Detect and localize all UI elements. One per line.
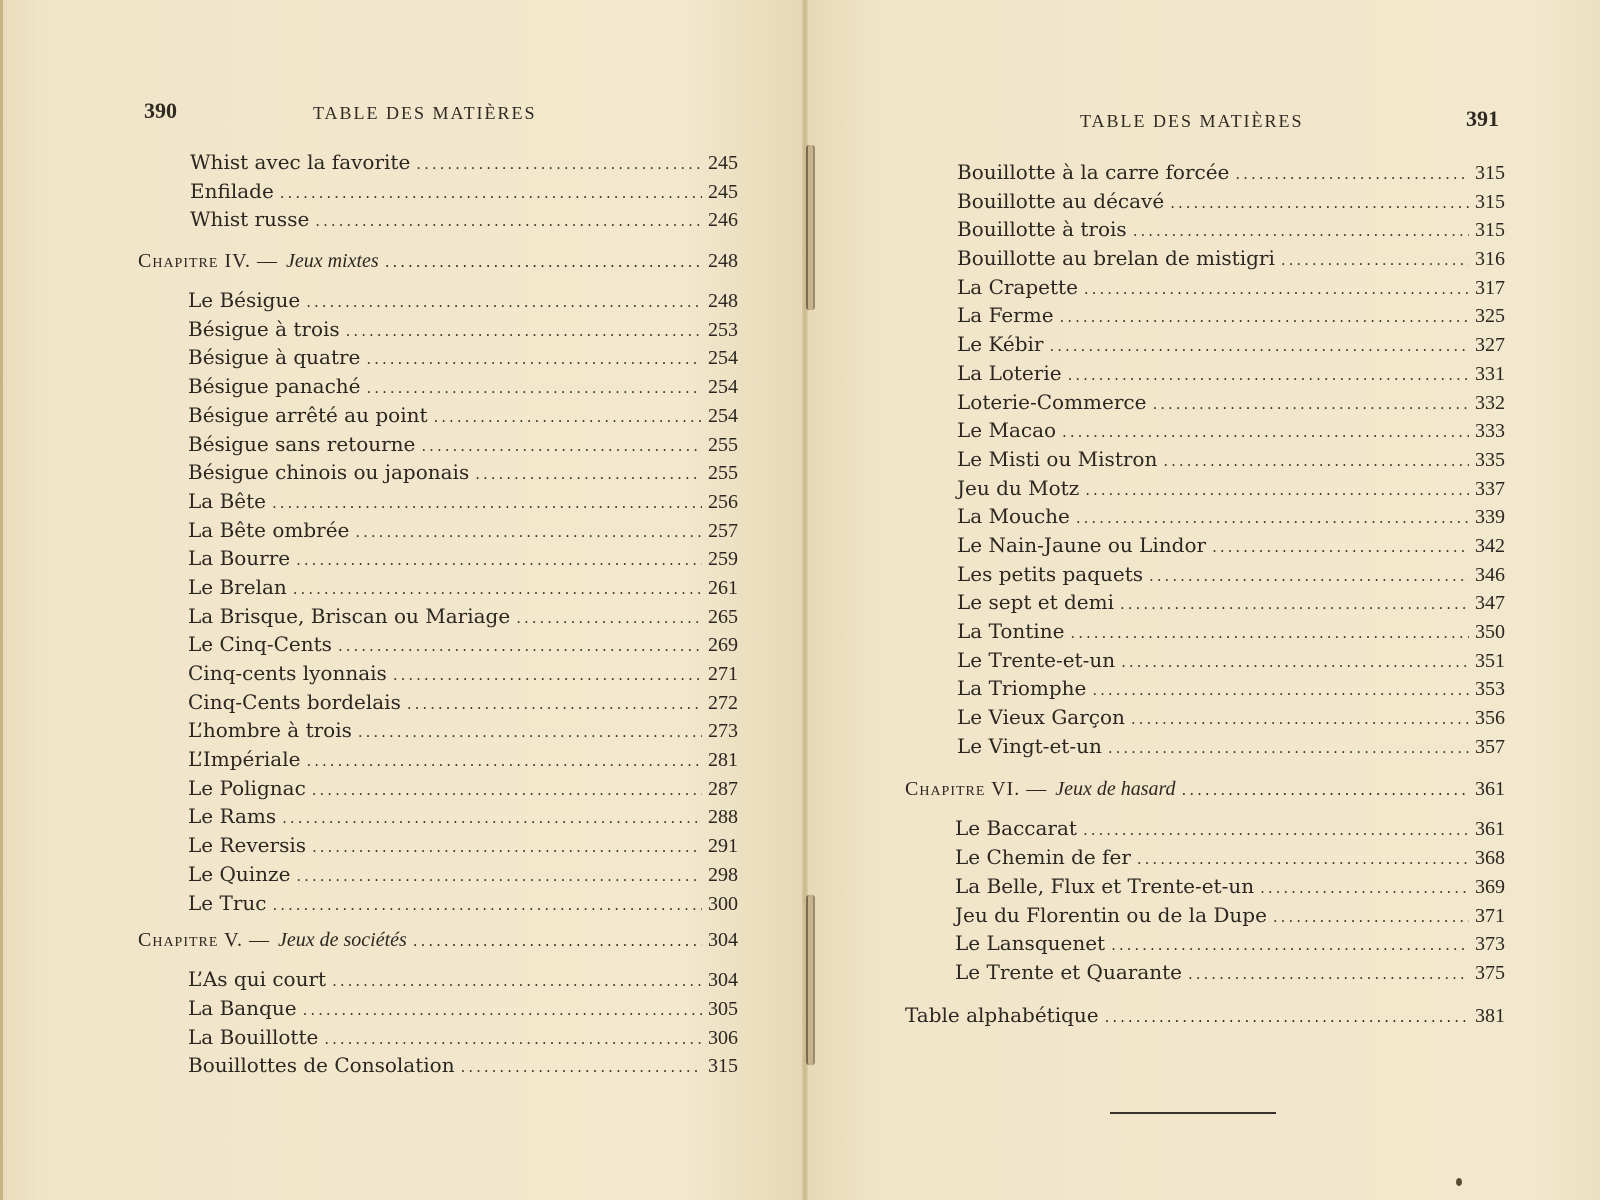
toc-entry-label: La Crapette xyxy=(957,274,1078,299)
toc-entry-label: La Ferme xyxy=(957,303,1054,328)
left-toc xyxy=(138,150,738,1082)
toc-entry xyxy=(955,960,1505,989)
toc-entry-page: 351 xyxy=(1475,649,1505,672)
toc-entry-page: 333 xyxy=(1475,420,1505,443)
toc-entry xyxy=(957,734,1505,763)
toc-entry xyxy=(957,619,1505,648)
leader-dots xyxy=(1108,739,1469,757)
toc-entry-page: 317 xyxy=(1475,276,1505,299)
leader-dots xyxy=(1131,710,1469,728)
leader-dots xyxy=(346,322,702,340)
toc-entry xyxy=(957,160,1505,189)
toc-entry-label: Le Polignac xyxy=(188,775,306,800)
toc-entry xyxy=(188,833,738,862)
leader-dots xyxy=(434,408,702,426)
toc-entry-page: 298 xyxy=(708,863,738,886)
toc-entry-label: Bésigue à quatre xyxy=(188,345,361,370)
paper-speck xyxy=(1456,1178,1462,1186)
toc-entry-label: Le Macao xyxy=(957,418,1057,443)
leader-dots xyxy=(358,723,702,741)
leader-dots xyxy=(1235,165,1469,183)
leader-dots xyxy=(282,809,702,827)
toc-entry-page: 304 xyxy=(708,969,738,992)
chapter-iv-page: 248 xyxy=(708,250,738,273)
leader-dots xyxy=(1137,850,1469,868)
toc-entry-page: 335 xyxy=(1475,448,1505,471)
toc-entry-page: 256 xyxy=(708,490,738,513)
chapter-vi-page: 361 xyxy=(1475,778,1505,801)
chapter-v-page: 304 xyxy=(708,929,738,952)
leader-dots xyxy=(1070,624,1469,642)
toc-entry xyxy=(188,747,738,776)
toc-entry-page: 253 xyxy=(708,318,738,341)
toc-entry-label: La Bête xyxy=(188,488,266,513)
table-alphabetique-page: 381 xyxy=(1475,1004,1505,1027)
toc-entry-label: Bésigue chinois ou japonais xyxy=(188,460,470,485)
right-page-number: 391 xyxy=(1466,106,1499,131)
toc-entry xyxy=(957,562,1505,591)
toc-entry-page: 315 xyxy=(1475,162,1505,184)
leader-dots xyxy=(306,293,702,311)
toc-entry-label: Le Trente et Quarante xyxy=(955,959,1182,984)
binding-thread-lower xyxy=(806,895,815,1065)
toc-entry xyxy=(188,345,738,374)
toc-entry-page: 315 xyxy=(1475,190,1505,213)
leader-dots xyxy=(1084,280,1469,298)
toc-entry-label: Le Kébir xyxy=(957,332,1044,357)
toc-entry-page: 269 xyxy=(708,634,738,657)
toc-entry-page: 306 xyxy=(708,1026,738,1049)
toc-entry-page: 257 xyxy=(708,519,738,542)
leader-dots xyxy=(280,184,702,202)
chapter-vi-heading xyxy=(905,778,1505,808)
toc-entry xyxy=(190,207,738,236)
toc-entry-page: 255 xyxy=(708,433,738,456)
toc-entry-page: 272 xyxy=(708,691,738,714)
toc-entry-page: 287 xyxy=(708,777,738,800)
toc-entry xyxy=(955,845,1505,874)
leader-dots xyxy=(1111,936,1469,954)
leader-dots xyxy=(1068,366,1469,384)
toc-entry-page: 346 xyxy=(1475,563,1505,586)
leader-dots xyxy=(312,781,702,799)
toc-entry-page: 369 xyxy=(1475,875,1505,898)
leader-dots xyxy=(1260,879,1469,897)
table-alphabetique xyxy=(905,1003,1505,1033)
toc-entry-page: 288 xyxy=(708,806,738,829)
right-toc xyxy=(905,160,1505,1041)
toc-entry-label: Bésigue panaché xyxy=(188,374,361,399)
toc-entry-page: 315 xyxy=(708,1055,738,1078)
toc-entry-page: 339 xyxy=(1475,506,1505,529)
toc-entry xyxy=(188,403,738,432)
toc-entry-page: 337 xyxy=(1475,477,1505,500)
toc-entry-page: 371 xyxy=(1475,904,1505,927)
toc-entry-page: 375 xyxy=(1475,961,1505,984)
toc-entry xyxy=(955,816,1505,845)
toc-entry-label: Le Cinq-Cents xyxy=(188,632,332,657)
leader-dots xyxy=(324,1030,702,1048)
leader-dots xyxy=(1273,908,1469,926)
toc-entry xyxy=(188,374,738,403)
toc-entry-label: La Mouche xyxy=(957,504,1070,529)
leader-dots xyxy=(516,609,702,627)
toc-entry-page: 373 xyxy=(1475,933,1505,956)
toc-entry-page: 255 xyxy=(708,462,738,485)
toc-entry-page: 300 xyxy=(708,892,738,915)
chapter-vi-prefix: Chapitre VI. — xyxy=(905,778,1048,801)
toc-entry-label: Le Rams xyxy=(188,804,277,829)
toc-entry-page: 331 xyxy=(1475,362,1505,385)
leader-dots xyxy=(1149,567,1469,585)
toc-entry xyxy=(955,874,1505,903)
leader-dots xyxy=(1083,821,1469,839)
toc-entry xyxy=(190,150,738,179)
leader-dots xyxy=(416,155,702,173)
leader-dots xyxy=(393,666,702,684)
toc-entry-label: Le Lansquenet xyxy=(955,931,1106,956)
toc-entry-page: 315 xyxy=(1475,219,1505,242)
toc-entry-page: 273 xyxy=(708,720,738,743)
toc-entry-page: 361 xyxy=(1475,818,1505,841)
toc-entry xyxy=(957,418,1505,447)
toc-entry-label: La Bouillotte xyxy=(188,1024,319,1049)
toc-entry xyxy=(188,518,738,547)
toc-entry xyxy=(188,317,738,346)
leader-dots xyxy=(407,695,702,713)
toc-entry-label: Le Trente-et-un xyxy=(957,647,1116,672)
toc-entry xyxy=(188,661,738,690)
leader-dots xyxy=(1170,194,1469,212)
leader-dots xyxy=(272,494,702,512)
toc-entry xyxy=(188,575,738,604)
leader-dots xyxy=(306,752,702,770)
toc-entry xyxy=(188,891,738,920)
toc-entry xyxy=(188,967,738,996)
toc-entry-label: Le Misti ou Mistron xyxy=(957,446,1158,471)
toc-entry-page: 332 xyxy=(1475,391,1505,414)
toc-entry xyxy=(957,705,1505,734)
leader-dots xyxy=(1062,423,1469,441)
leader-dots xyxy=(1152,395,1469,413)
toc-entry xyxy=(188,546,738,575)
leader-dots xyxy=(367,379,702,397)
toc-entry-label: Cinq-cents lyonnais xyxy=(188,661,387,685)
chapter-v-title: Jeux de sociétés xyxy=(277,929,407,952)
toc-entry-page: 254 xyxy=(708,347,738,370)
leader-dots xyxy=(1212,538,1469,556)
toc-entry xyxy=(188,862,738,891)
toc-entry-label: Le Chemin de fer xyxy=(955,845,1131,870)
toc-entry-label: Bouillotte au décavé xyxy=(957,188,1165,213)
toc-entry-label: Le Quinze xyxy=(188,861,291,886)
toc-entry xyxy=(188,996,738,1025)
toc-entry-label: Le Brelan xyxy=(188,574,287,599)
leader-dots xyxy=(312,838,702,856)
right-running-header: TABLE DES MATIÈRES xyxy=(1080,111,1304,131)
chapter-iv-prefix: Chapitre IV. — xyxy=(138,250,278,273)
leader-dots xyxy=(1281,251,1469,269)
toc-entry-label: Bésigue sans retourne xyxy=(188,431,416,456)
toc-entry-label: La Triomphe xyxy=(957,676,1087,701)
toc-entry xyxy=(188,1053,738,1082)
toc-entry-label: Le Vieux Garçon xyxy=(957,705,1125,730)
toc-entry-label: Bésigue arrêté au point xyxy=(188,402,428,427)
toc-entry-label: Le Reversis xyxy=(188,833,306,858)
toc-entry xyxy=(957,303,1505,332)
toc-entry xyxy=(188,460,738,489)
toc-entry xyxy=(188,718,738,747)
toc-entry-page: 350 xyxy=(1475,621,1505,643)
toc-entry xyxy=(957,332,1505,361)
toc-entry xyxy=(190,179,738,208)
toc-entry xyxy=(188,1025,738,1054)
leader-dots xyxy=(315,212,702,230)
toc-entry-label: Bouillotte à trois xyxy=(957,217,1127,242)
toc-entry-label: L’hombre à trois xyxy=(188,718,352,743)
toc-entry-label: La Tontine xyxy=(957,619,1065,643)
toc-entry-page: 291 xyxy=(708,835,738,858)
toc-entry-page: 305 xyxy=(708,997,738,1020)
leader-dots xyxy=(1076,509,1469,527)
chapter-v-heading xyxy=(138,929,738,959)
toc-entry-label: Bésigue à trois xyxy=(188,316,340,341)
toc-entry-label: Le Truc xyxy=(188,890,267,915)
toc-entry xyxy=(957,390,1505,419)
toc-entry-page: 327 xyxy=(1475,334,1505,357)
leader-dots xyxy=(1163,452,1469,470)
toc-entry-label: Enfilade xyxy=(190,178,274,203)
toc-entry-label: Le Baccarat xyxy=(955,816,1077,841)
toc-entry xyxy=(957,504,1505,533)
leader-dots xyxy=(338,637,702,655)
toc-entry xyxy=(957,476,1505,505)
toc-entry-label: La Loterie xyxy=(957,360,1062,385)
leader-dots xyxy=(293,580,702,598)
toc-entry-page: 347 xyxy=(1475,592,1505,615)
toc-entry-label: L’Impériale xyxy=(188,747,301,772)
chapter-v-prefix: Chapitre V. — xyxy=(138,929,270,952)
leader-dots xyxy=(1049,337,1469,355)
chapter-iv-title: Jeux mixtes xyxy=(285,250,379,273)
toc-entry xyxy=(957,246,1505,275)
toc-entry-page: 281 xyxy=(708,749,738,772)
toc-entry-page: 265 xyxy=(708,605,738,628)
toc-entry xyxy=(188,776,738,805)
leader-dots xyxy=(332,972,702,990)
toc-entry-label: Bouillotte au brelan de mistigri xyxy=(957,246,1275,271)
toc-entry-page: 271 xyxy=(708,663,738,685)
left-page-number: 390 xyxy=(144,98,177,123)
toc-entry-label: La Bête ombrée xyxy=(188,517,350,542)
toc-entry-page: 356 xyxy=(1475,707,1505,730)
toc-entry-label: Les petits paquets xyxy=(957,561,1144,586)
toc-entry-label: Bouillottes de Consolation xyxy=(188,1053,455,1078)
toc-entry xyxy=(957,275,1505,304)
toc-entry xyxy=(955,903,1505,932)
toc-entry xyxy=(957,648,1505,677)
toc-entry xyxy=(957,361,1505,390)
toc-entry-page: 245 xyxy=(708,180,738,203)
toc-entry-label: Whist avec la favorite xyxy=(190,150,411,174)
leader-dots xyxy=(303,1001,702,1019)
toc-entry xyxy=(957,676,1505,705)
leader-dots xyxy=(1121,653,1469,671)
toc-entry-label: L’As qui court xyxy=(188,967,327,992)
toc-entry xyxy=(957,217,1505,246)
toc-entry xyxy=(188,288,738,317)
toc-entry xyxy=(188,432,738,461)
chapter-iv-heading xyxy=(138,250,738,280)
toc-entry-label: La Bourre xyxy=(188,546,291,571)
toc-entry-label: La Brisque, Briscan ou Mariage xyxy=(188,603,511,628)
toc-entry xyxy=(188,804,738,833)
toc-entry xyxy=(957,590,1505,619)
toc-entry-page: 245 xyxy=(708,152,738,174)
leader-dots xyxy=(461,1058,702,1076)
toc-entry-label: Loterie-Commerce xyxy=(957,389,1147,414)
toc-entry xyxy=(957,533,1505,562)
leader-dots xyxy=(272,896,702,914)
toc-entry-label: La Belle, Flux et Trente-et-un xyxy=(955,873,1255,898)
toc-entry-page: 261 xyxy=(708,576,738,599)
toc-entry-label: Le sept et demi xyxy=(957,590,1115,615)
toc-entry-page: 368 xyxy=(1475,847,1505,870)
toc-entry xyxy=(188,489,738,518)
leader-dots xyxy=(421,437,702,455)
toc-entry-page: 254 xyxy=(708,376,738,399)
toc-entry-page: 342 xyxy=(1475,534,1505,557)
toc-entry-label: Jeu du Motz xyxy=(957,475,1080,500)
toc-entry-page: 259 xyxy=(708,548,738,571)
toc-entry-page: 316 xyxy=(1475,248,1505,271)
table-alphabetique-label: Table alphabétique xyxy=(905,1002,1099,1027)
leader-dots xyxy=(1092,681,1469,699)
leader-dots xyxy=(1120,595,1469,613)
leader-dots xyxy=(366,350,702,368)
toc-entry-label: Le Nain-Jaune ou Lindor xyxy=(957,532,1207,557)
toc-entry-label: Le Bésigue xyxy=(188,288,301,313)
toc-entry-page: 357 xyxy=(1475,735,1505,758)
binding-thread-upper xyxy=(806,145,815,310)
toc-entry-page: 248 xyxy=(708,290,738,313)
toc-entry-label: Whist russe xyxy=(190,207,310,232)
leader-dots xyxy=(296,867,702,885)
toc-entry xyxy=(188,604,738,633)
toc-entry-page: 254 xyxy=(708,404,738,427)
toc-entry-label: Le Vingt-et-un xyxy=(957,733,1102,758)
toc-entry-label: Bouillotte à la carre forcée xyxy=(957,160,1230,184)
toc-entry-label: Jeu du Florentin ou de la Dupe xyxy=(955,902,1267,927)
toc-entry-label: Cinq-Cents bordelais xyxy=(188,689,401,714)
toc-entry-page: 325 xyxy=(1475,305,1505,328)
leader-dots xyxy=(1133,222,1469,240)
leader-dots xyxy=(475,465,702,483)
leader-dots xyxy=(296,551,702,569)
toc-entry xyxy=(188,632,738,661)
toc-entry-label: La Banque xyxy=(188,995,297,1020)
leader-dots xyxy=(1188,965,1469,983)
leader-dots xyxy=(355,523,702,541)
leader-dots xyxy=(1060,308,1469,326)
left-running-header: TABLE DES MATIÈRES xyxy=(313,103,537,123)
toc-entry xyxy=(957,189,1505,218)
toc-entry xyxy=(957,447,1505,476)
chapter-vi-title: Jeux de hasard xyxy=(1055,778,1176,801)
leader-dots xyxy=(1085,481,1469,499)
toc-entry-page: 353 xyxy=(1475,678,1505,701)
closing-rule xyxy=(1110,1112,1276,1114)
toc-entry xyxy=(955,931,1505,960)
toc-entry xyxy=(188,690,738,719)
toc-entry-page: 246 xyxy=(708,209,738,232)
